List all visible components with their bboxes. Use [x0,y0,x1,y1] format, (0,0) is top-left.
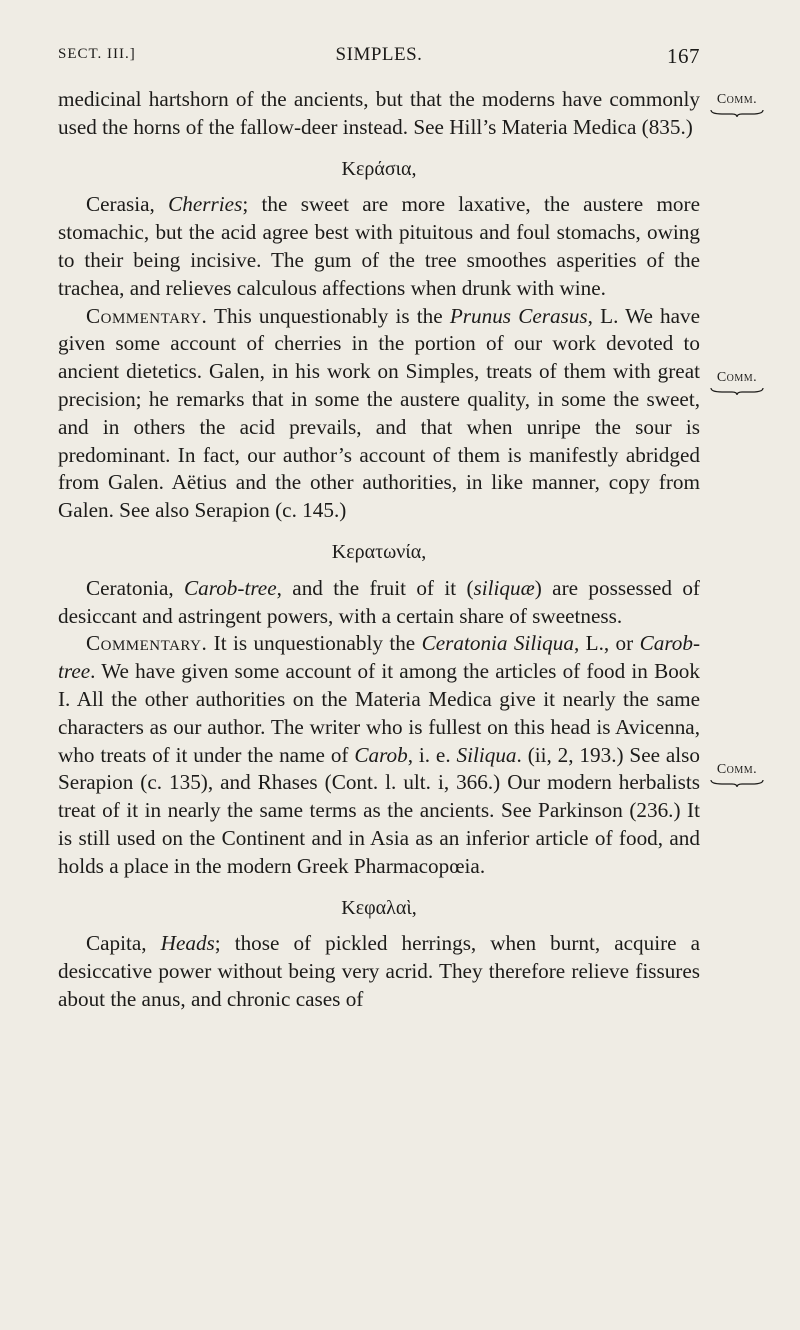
entry-capita: Capita, Heads; those of pickled herrings, when burnt, acquire a desiccative power without being very acrid. They therefore relieve fissures about the anus, and chronic cases of [58,931,700,1011]
brace-icon [710,779,764,787]
page-number: 167 [667,44,700,68]
running-title: SIMPLES. [335,44,423,65]
commentary-cerasia: Commentary. This unquestionably is the Prunus Cerasus, L. We have given some account of cherries in the portion of our work devoted to ancient dietetics. Galen, in his work on Simples, treats of them with great precision; he remarks that in some the austere quality, in some the sweet, and in others the acid prevails, and that when unripe the sour is predominant. In fact, our author’s account of them is manifestly abridged from Galen. Aëtius and the other authorities, in like manner, copy from Galen. See also Serapion (c. 145.) [58,303,701,523]
entry-heading-cerasia: Κεράσια, [341,157,417,180]
section-label: SECT. III.] [58,46,136,62]
margin-note-label: Comm. [716,370,758,385]
continued-paragraph: medicinal hartshorn of the ancients, but that the moderns have commonly used the horns of the fallow-deer instead. See Hill’s Materia Medica (835.) [58,87,700,139]
entry-cerasia: Cerasia, Cherries; the sweet are more laxative, the austere more stomachic, but the acid agree best with pituitous and foul stomachs, owing to their being incisive. The gum of the tree smoothes asperities of the trachea, and relieves calculous affections when drunk with wine. [58,192,700,300]
margin-note-label: Comm. [716,92,758,107]
brace-icon [710,109,764,117]
commentary-label: Commentary. [86,303,208,328]
margin-note-label: Comm. [716,762,758,777]
page-body [58,86,700,1014]
entry-ceratonia: Ceratonia, Carob-tree, and the fruit of it (siliquæ) are possessed of desiccant and astringent powers, with a certain share of sweetness. [58,575,700,628]
commentary-ceratonia: Commentary. It is unquestionably the Ceratonia Siliqua, L., or Carob-tree. We have given some account of it among the articles of food in Book I. All the other authorities on the Materia Medica give it nearly the same characters as our author. The writer who is fullest on this head is Avicenna, who treats of it under the name of Carob, i. e. Siliqua. (ii, 2, 193.) See also Serapion (c. 135), and Rhases (Cont. l. ult. i, 366.) Our modern herbalists treat of it in nearly the same terms as the ancients. See Parkinson (236.) It is still used on the Continent and in Asia as an inferior article of food, and holds a place in the modern Greek Pharmacopœia. [58,631,701,878]
entry-heading-capita: Κεφαλαὶ, [341,896,417,919]
margin-note-comm-1 [706,92,768,117]
running-header [58,44,700,72]
brace-icon [710,387,764,395]
commentary-label: Commentary. [86,631,208,656]
entry-heading-ceratonia: Κερατωνία, [331,540,427,563]
margin-note-comm-3 [706,762,768,787]
margin-note-comm-2 [706,370,768,395]
